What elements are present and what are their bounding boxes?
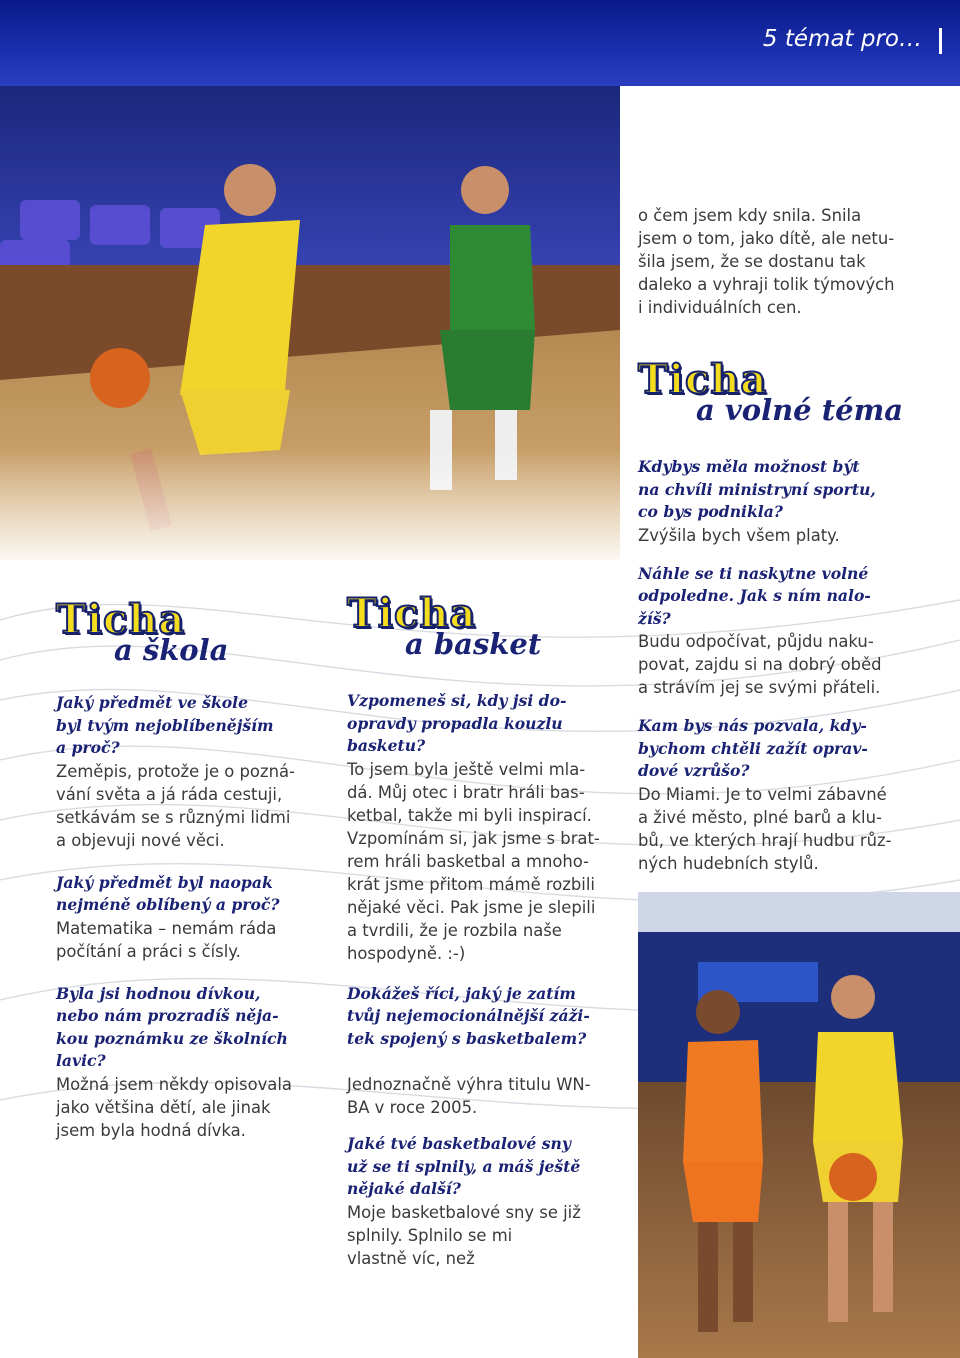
question: tek spojený s basketbalem? [347,1028,587,1048]
answer: a tvrdili, že je rozbila naše [347,920,562,940]
heading-name: Ticha [347,590,477,637]
answer: vlastně víc, než [347,1248,475,1268]
question: tvůj nejemocionálnější záži- [347,1006,590,1025]
intro-snippet [638,204,938,319]
question: basketu? [347,736,426,755]
intro-line: jsem o tom, jako dítě, ale netu- [638,229,895,248]
answer: setkávám se s různými lidmi [56,807,291,827]
heading-volne-tema [638,356,938,427]
question: Kam bys nás pozvala, kdy- [638,716,867,735]
question: Vzpomeneš si, kdy jsi do- [347,691,567,710]
answer: hospodyně. :-) [347,943,466,963]
question: na chvíli ministryní sportu, [638,479,876,499]
question: bychom chtěli zažít oprav- [638,738,868,758]
answer: Zeměpis, protože je o pozná- [56,761,295,781]
column-basket [347,690,622,1270]
photo-game-action-bottom [638,892,960,1358]
answer: bů, ve kterých hrají hudbu růz- [638,830,892,850]
answer: Do Miami. Je to velmi zábavné [638,784,887,804]
answer: Zvýšila bych všem platy. [638,525,840,545]
heading-basket [347,590,617,661]
question: Jaký předmět byl naopak [56,872,273,892]
question: odpoledne. Jak s ním nalo- [638,586,871,605]
question: nějaké další? [347,1179,461,1198]
answer: ketbal, takže mi byli inspirací. [347,805,592,825]
answer: dá. Můj otec i bratr hráli bas- [347,782,585,802]
answer: jako většina dětí, ale jinak [56,1097,271,1117]
heading-subtitle: a basket [405,627,542,661]
question: Dokážeš říci, jaký je zatím [347,983,576,1003]
question: Kdybys měla možnost být [638,457,860,476]
header-divider [939,28,942,54]
answer: Matematika – nemám ráda [56,918,277,938]
intro-line: i individuálních cen. [638,298,802,317]
question: Byla jsi hodnou dívkou, [56,983,261,1003]
intro-line: šila jsem, že se dostanu tak [638,252,866,271]
answer: ných hudebních stylů. [638,853,819,873]
question: nejméně oblíbený a proč? [56,895,280,914]
question: Jaké tvé basketbalové sny [347,1134,571,1153]
answer: To jsem byla ještě velmi mla- [347,759,586,779]
answer: jsem byla hodná dívka. [56,1120,246,1140]
answer: a strávím jej se svými přáteli. [638,678,881,697]
answer: počítání a práci s čísly. [56,941,241,961]
answer: povat, zajdu si na dobrý oběd [638,655,882,674]
answer: nějaké věci. Pak jsme je slepili [347,897,596,917]
heading-name: Ticha [56,596,186,643]
answer: a objevuji nové věci. [56,830,225,850]
header-title: 5 témat pro… [762,26,922,52]
question: opravdy propadla kouzlu [347,713,563,733]
question: byl tvým nejoblíbenějším [56,715,274,735]
heading-name: Ticha [638,356,768,403]
question: dové vzrůšo? [638,761,750,780]
answer: rem hráli basketbal a mnoho- [347,851,590,871]
question: Jaký předmět ve škole [56,693,249,712]
column-volne-tema [638,456,938,875]
intro-line: o čem jsem kdy snila. Snila [638,206,862,225]
answer: a živé město, plné barů a klu- [638,807,882,827]
answer: Možná jsem někdy opisovala [56,1074,292,1094]
question: kou poznámku ze školních [56,1028,288,1048]
question: a proč? [56,738,120,757]
question: žíš? [638,608,671,628]
question: nebo nám prozradíš něja- [56,1006,279,1025]
heading-skola [56,596,316,667]
question: lavic? [56,1051,106,1070]
answer [347,1050,622,1073]
column-skola [56,692,326,1142]
answer: BA v roce 2005. [347,1098,478,1117]
answer: Budu odpočívat, půjdu naku- [638,632,874,651]
header-band [0,0,960,86]
question: Náhle se ti naskytne volné [638,563,869,583]
answer: splnily. Splnilo se mi [347,1225,513,1245]
answer: Vzpomínám si, jak jsme s brat- [347,828,600,848]
question: co bys podnikla? [638,502,783,521]
answer: krát jsme přitom mámě rozbili [347,874,595,894]
heading-subtitle: a škola [114,633,229,667]
answer: Jednoznačně výhra titulu WN- [347,1075,591,1094]
heading-subtitle: a volné téma [696,393,904,427]
answer: Moje basketbalové sny se již [347,1202,581,1222]
question: už se ti splnily, a máš ještě [347,1156,581,1176]
intro-line: daleko a vyhraji tolik týmových [638,275,895,294]
answer: vání světa a já ráda cestuji, [56,784,283,804]
